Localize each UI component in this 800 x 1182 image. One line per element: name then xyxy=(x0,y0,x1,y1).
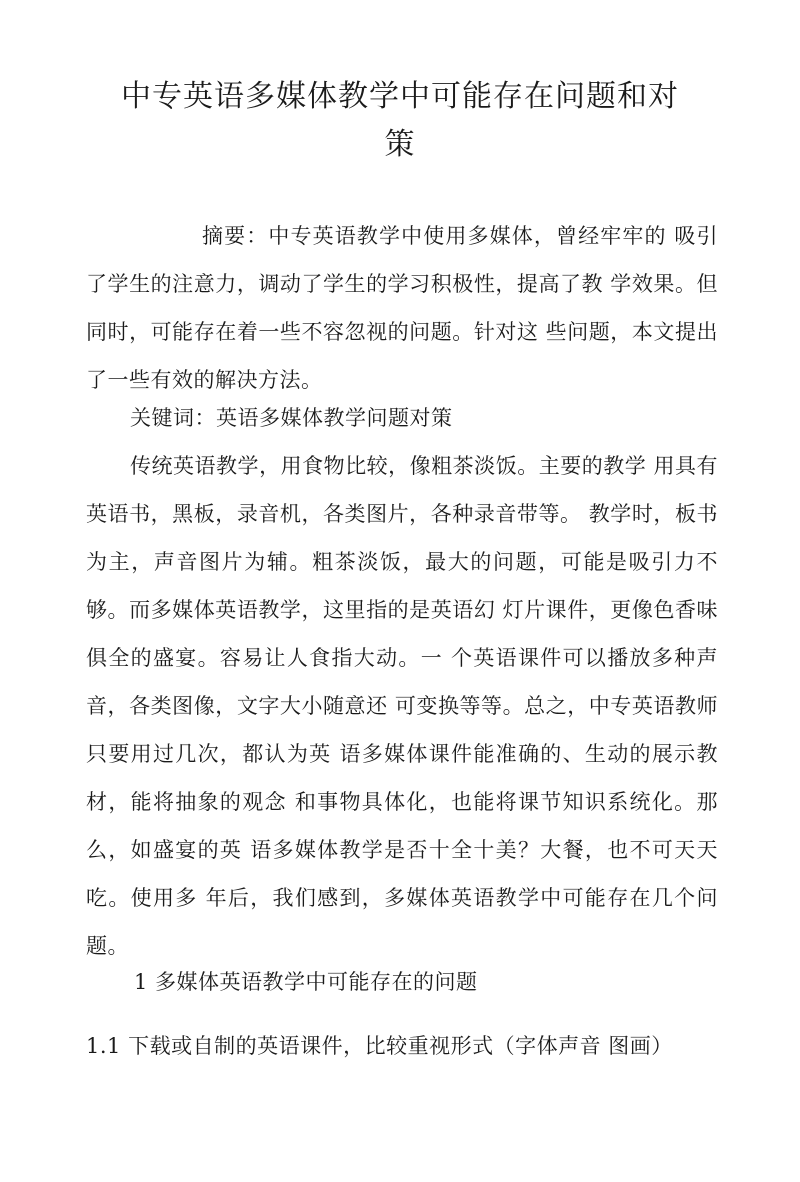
document-title-line-1: 中专英语多媒体教学中可能存在问题和对 xyxy=(121,79,679,114)
abstract-paragraph: 摘要：中专英语教学中使用多媒体，曾经牢牢的 吸引了学生的注意力，调动了学生的学习积极性，提高了教 学效果。但同时，可能存在着一些不容忽视的问题。针对这 些问题，本文提出了一些有效的解决方法。 xyxy=(86,224,718,392)
section-heading: 1 多媒体英语教学中可能存在的问题 xyxy=(134,970,478,994)
keywords-line: 关键词：英语多媒体教学问题对策 xyxy=(130,406,453,430)
document-title-line-2: 策 xyxy=(384,127,416,162)
subsection-heading: 1.1 下载或自制的英语课件，比较重视形式（字体声音 图画） xyxy=(86,1034,673,1058)
body-paragraph: 传统英语教学，用食物比较，像粗茶淡饭。主要的教学 用具有英语书，黑板，录音机，各类图片，各种录音带等。 教学时，板书为主，声音图片为辅。粗茶淡饭，最大的问题，可能是吸引力不够。而多媒体英语教学，这里指的是英语幻 灯片课件，更像色香味俱全的盛宴。容易让人食指大动。一 个英语课件可以播放多种声音，各类图像，文字大小随意还 可变换等等。总之，中专英语教师只要用过几次，都认为英 语多媒体课件能准确的、生动的展示教材，能将抽象的观念 和事物具体化，也能将课节知识系统化。那么，如盛宴的英 语多媒体教学是否十全十美？大餐，也不可天天吃。使用多 年后，我们感到，多媒体英语教学中可能存在几个问题。 xyxy=(86,454,718,958)
